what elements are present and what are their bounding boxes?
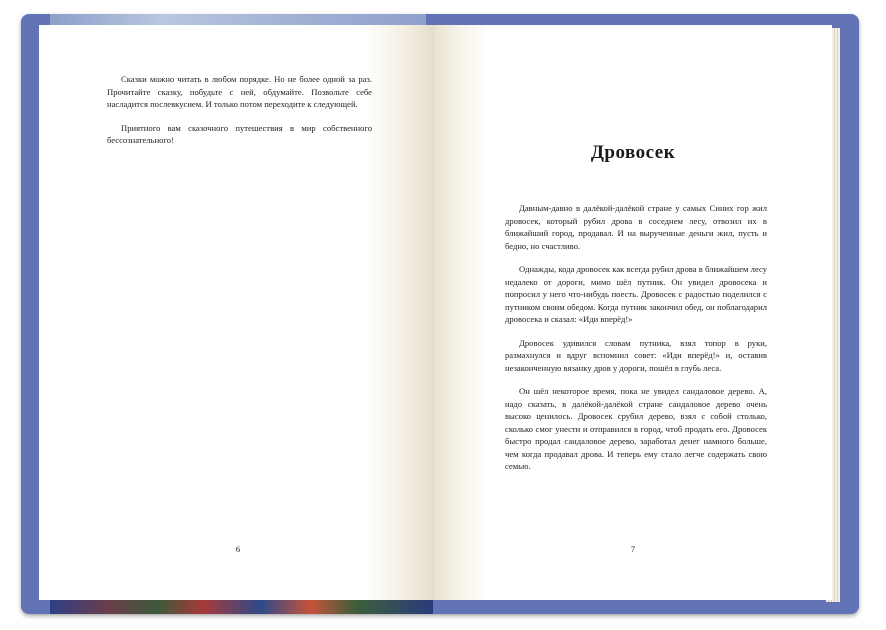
left-page-text — [107, 73, 372, 158]
chapter-title: Дровосек — [590, 142, 676, 163]
right-paragraph: Он шёл некоторое время, пока не увидел сандаловое дерево. А, надо сказать, в далёкой-далёкой стране сандаловое дерево очень высоко ценилось. Дровосек срубил дерево, взял с собой столько, сколько смог унести и отправился в город, чтоб продать его. Дровосек быстро продал сандаловое дерево, заработал денег намного больше, чем когда продавал дрова. И теперь ему стало легче содержать свою семью. — [505, 386, 767, 471]
cover-illustration-bottom — [50, 600, 433, 614]
right-page[interactable] — [434, 25, 832, 600]
right-page-text — [505, 202, 767, 484]
left-paragraph: Приятного вам сказочного путешествия в мир собственного бессознательного! — [107, 122, 372, 145]
right-page-number: 7 — [630, 544, 636, 554]
right-paragraph: Однажды, кода дровосек как всегда рубил дрова в ближайшем лесу недалеко от дороги, мимо шёл путник. Он увидел дровосека и попросил у него что-нибудь поесть. Дровосек с радостью поделился с путником своим обедом. Когда путник закончил обед, он поблагодарил дровосека и сказал: «Иди вперёд!» — [505, 264, 767, 324]
right-paragraph: Давным-давно в далёкой-далёкой стране у самых Синих гор жил дровосек, который рубил дрова в соседнем лесу, отвозил их в ближайший город, продавал. И на вырученные деньги жил, пусть и бедно, но счастливо. — [505, 203, 767, 251]
left-page[interactable] — [39, 25, 436, 600]
right-paragraph: Дровосек удивился словам путника, взял топор в руки, размахнулся и вдруг вспомнил совет: «Иди вперёд!» и, оставив незаконченную вязанку дров у дороги, пошёл в глубь леса. — [505, 337, 767, 373]
left-page-number: 6 — [235, 544, 241, 554]
left-paragraph: Сказки можно читать в любом порядке. Но не более одной за раз. Прочитайте сказку, побудьте с ней, обдумайте. Позвольте себе насладится послевкусием. И только потом переходите к следующей. — [107, 74, 372, 109]
